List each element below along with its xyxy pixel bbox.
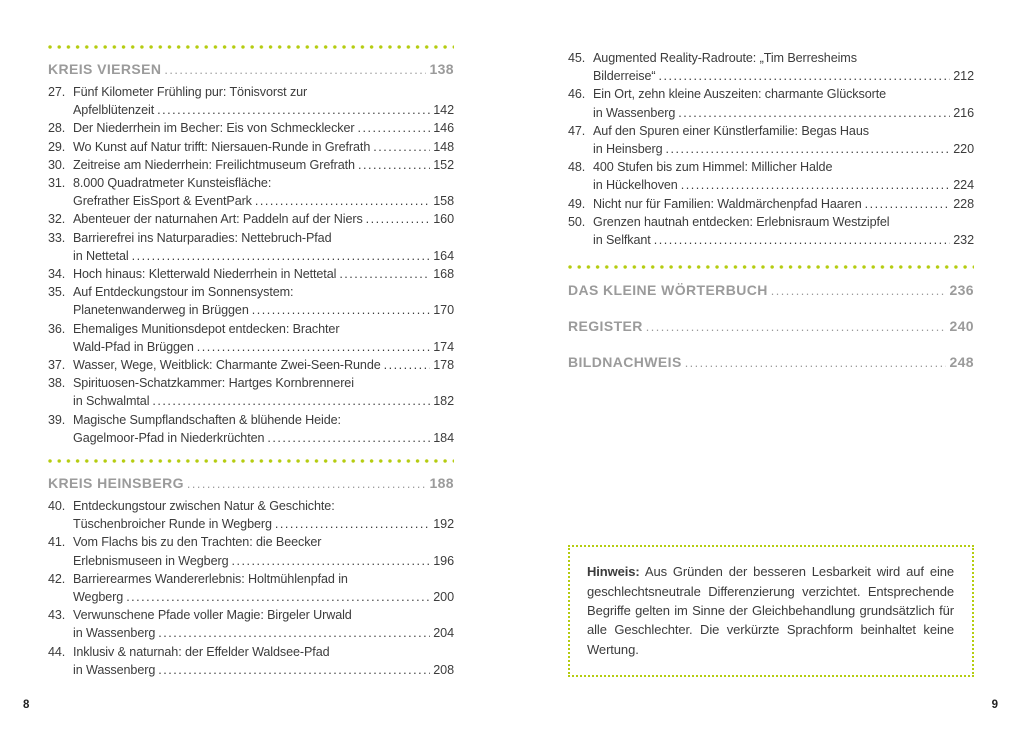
toc-entry-line1 (593, 49, 974, 67)
toc-entry-body (73, 643, 454, 679)
toc-entry-title: Barrierefrei ins Naturparadies: Nettebruch-Pfad (73, 230, 332, 245)
toc-entry-title-cont: in Heinsberg (593, 142, 663, 157)
toc-entry (48, 411, 454, 447)
toc-entry-number: 44. (48, 644, 66, 659)
toc-entry-line1 (73, 643, 454, 661)
toc-entry-line1 (73, 210, 454, 228)
toc-entry-title: Augmented Reality-Radroute: „Tim Berresheims (593, 51, 857, 65)
toc-entry (48, 606, 454, 642)
dot-leader (164, 60, 426, 80)
entry-page-number: 152 (433, 157, 454, 172)
toc-entry-number: 32. (48, 212, 66, 227)
back-matter-block (568, 265, 974, 373)
toc-entry (568, 195, 974, 213)
toc-entry-line2 (593, 140, 974, 158)
dot-leader (187, 474, 427, 494)
page-number-left: 8 (23, 699, 30, 711)
toc-entry (568, 85, 974, 121)
dot-leader (357, 119, 430, 137)
toc-entry-body (73, 374, 454, 410)
toc-entry-title-cont: in Wassenberg (73, 626, 156, 641)
toc-entry-number: 31. (48, 176, 66, 191)
dot-leader (685, 353, 947, 373)
section-heading: DAS KLEINE WÖRTERBUCH (568, 282, 768, 299)
toc-entry-line1 (593, 195, 974, 213)
toc-entry-body (73, 210, 454, 228)
toc-entry-number: 40. (48, 499, 66, 514)
entry-page-number: 208 (433, 662, 454, 677)
dot-leader (771, 281, 947, 301)
dot-leader (126, 588, 430, 606)
entry-page-number: 174 (433, 339, 454, 354)
back-matter-heading-row (568, 317, 974, 337)
section-page-number: 138 (429, 61, 454, 77)
dot-leader (158, 624, 430, 642)
toc-entry-number: 50. (568, 214, 586, 229)
section-page-number: 248 (949, 354, 974, 371)
toc-entry-line1 (73, 411, 454, 429)
entry-page-number: 178 (433, 358, 454, 373)
entry-page-number: 212 (953, 69, 974, 84)
toc-entry-title: Wo Kunst auf Natur trifft: Niersauen-Runde in Grefrath (73, 139, 371, 154)
toc-entry-title-cont: in Wassenberg (73, 662, 156, 677)
toc-entry-line2 (593, 104, 974, 122)
toc-entry-line2 (73, 588, 454, 606)
toc-entry-number: 27. (48, 85, 66, 99)
toc-entry-body (73, 119, 454, 137)
page-number-right: 9 (991, 699, 998, 711)
toc-entry-line2 (73, 301, 454, 319)
toc-entry-number: 29. (48, 139, 66, 154)
dot-leader (152, 392, 430, 410)
toc-entry-number: 38. (48, 376, 66, 391)
toc-entry-title: Magische Sumpflandschaften & blühende Heide: (73, 412, 341, 427)
toc-entry-number: 41. (48, 535, 66, 550)
toc-entry (568, 213, 974, 249)
dot-leader (373, 138, 430, 156)
toc-entry-line2 (73, 661, 454, 679)
toc-entry-line1 (73, 570, 454, 588)
toc-entry (48, 229, 454, 265)
toc-entry-title-cont: Grefrather EisSport & EventPark (73, 194, 252, 209)
section-page-number: 188 (429, 475, 454, 492)
toc-entry-title: Nicht nur für Familien: Waldmärchenpfad Haaren (593, 196, 862, 211)
back-matter-heading-row (568, 281, 974, 301)
toc-entry (48, 533, 454, 569)
toc-entry-line1 (73, 320, 454, 338)
toc-entry-number: 48. (568, 160, 586, 175)
toc-entry-body (73, 138, 454, 156)
entry-page-number: 158 (433, 194, 454, 209)
toc-entry-title: Der Niederrhein im Becher: Eis von Schmecklecker (73, 121, 355, 136)
entry-page-number: 220 (953, 142, 974, 157)
toc-entry-line1 (73, 606, 454, 624)
toc-entry-line2 (73, 624, 454, 642)
toc-entry-body (73, 229, 454, 265)
toc-entry-title: Inklusiv & naturnah: der Effelder Waldsee-Pfad (73, 644, 330, 659)
toc-entry-title-cont: in Nettetal (73, 248, 129, 263)
entry-page-number: 224 (953, 178, 974, 193)
toc-entry-body (73, 156, 454, 174)
section-heading: KREIS VIERSEN (48, 61, 162, 77)
toc-entry (48, 283, 454, 319)
toc-entry-body (593, 195, 974, 213)
toc-entry-number: 49. (568, 196, 586, 211)
entry-page-number: 170 (433, 303, 454, 318)
entry-page-number: 200 (433, 590, 454, 605)
toc-entry-title: Entdeckungstour zwischen Natur & Geschichte: (73, 499, 335, 514)
toc-entry-line1 (73, 138, 454, 156)
toc-entry-title: Auf Entdeckungstour im Sonnensystem: (73, 285, 294, 300)
entry-page-number: 216 (953, 105, 974, 120)
toc-entry-title-cont: Planetenwanderweg in Brüggen (73, 303, 249, 318)
entry-page-number: 232 (953, 233, 974, 248)
toc-entry-line2 (73, 247, 454, 265)
toc-entry (48, 374, 454, 410)
toc-entry-body (593, 122, 974, 158)
toc-entry-title: Spirituosen-Schatzkammer: Hartges Kornbrennerei (73, 376, 354, 391)
toc-entry-title-cont: Tüschenbroicher Runde in Wegberg (73, 517, 272, 532)
dot-leader (275, 515, 430, 533)
toc-entry-line2 (73, 192, 454, 210)
section-heading: BILDNACHWEIS (568, 354, 682, 371)
toc-entry-line1 (593, 158, 974, 176)
toc-entry (48, 210, 454, 228)
section-heading: REGISTER (568, 318, 643, 335)
section-page-number: 240 (949, 318, 974, 335)
hinweis-text (587, 562, 954, 659)
toc-entry-title-cont: in Selfkant (593, 233, 651, 248)
toc-entry-body (593, 158, 974, 194)
dot-leader (132, 247, 431, 265)
toc-entry (48, 119, 454, 137)
toc-entry-title: Ehemaliges Munitionsdepot entdecken: Brachter (73, 321, 340, 336)
entry-page-number: 160 (433, 212, 454, 227)
toc-entry-body (73, 570, 454, 606)
toc-entry-line1 (593, 122, 974, 140)
entry-page-number: 164 (433, 248, 454, 263)
toc-entry-line2 (593, 231, 974, 249)
toc-entry-title-cont: Wegberg (73, 590, 124, 605)
toc-entry-body (593, 49, 974, 85)
toc-entry-line1 (73, 174, 454, 192)
toc-entry (568, 158, 974, 194)
toc-entry (48, 174, 454, 210)
toc-entry-title: Barrierearmes Wandererlebnis: Holtmühlenpfad in (73, 571, 348, 586)
toc-entry (48, 497, 454, 533)
section-heading-row (48, 474, 454, 494)
entry-page-number: 204 (433, 626, 454, 641)
dotted-separator (568, 265, 974, 269)
dot-leader (646, 317, 947, 337)
toc-entry-body (73, 411, 454, 447)
section-heading-row (48, 60, 454, 80)
toc-entry (48, 320, 454, 356)
toc-entries (48, 83, 454, 447)
toc-entry-body (73, 83, 454, 119)
toc-entry-line2 (73, 101, 454, 119)
dotted-separator (48, 45, 454, 49)
toc-entry-title: Abenteuer der naturnahen Art: Paddeln auf der Niers (73, 212, 363, 227)
toc-entry-number: 42. (48, 571, 66, 586)
entry-page-number: 192 (433, 517, 454, 532)
dot-leader (252, 301, 431, 319)
toc-entry-line2 (593, 176, 974, 194)
toc-entry-line1 (73, 533, 454, 551)
toc-entry-title-cont: in Hückelhoven (593, 178, 678, 193)
toc-entry (568, 122, 974, 158)
toc-entry-title: 400 Stufen bis zum Himmel: Millicher Halde (593, 160, 833, 175)
toc-entry-line1 (73, 83, 454, 101)
dot-leader (366, 210, 431, 228)
toc-entry-line2 (73, 429, 454, 447)
toc-entry-line1 (593, 85, 974, 103)
dot-leader (231, 552, 430, 570)
entry-page-number: 182 (433, 394, 454, 409)
entry-page-number: 146 (433, 121, 454, 136)
dot-leader (681, 176, 951, 194)
toc-entry-body (73, 356, 454, 374)
dot-leader (267, 429, 430, 447)
toc-entry-line2 (73, 338, 454, 356)
dot-leader (339, 265, 430, 283)
toc-entry-title: Grenzen hautnah entdecken: Erlebnisraum Westzipfel (593, 214, 890, 229)
toc-entry-body (593, 213, 974, 249)
hinweis-box (568, 545, 974, 677)
toc-entry-number: 39. (48, 412, 66, 427)
dot-leader (197, 338, 431, 356)
toc-entry-number: 36. (48, 321, 66, 336)
toc-entry (48, 570, 454, 606)
dot-leader (255, 192, 430, 210)
dot-leader (158, 661, 430, 679)
entry-page-number: 148 (433, 139, 454, 154)
dot-leader (865, 195, 951, 213)
entry-page-number: 228 (953, 196, 974, 211)
dotted-separator (48, 459, 454, 463)
toc-entry-number: 45. (568, 51, 586, 65)
dot-leader (678, 104, 950, 122)
toc-entry-number: 35. (48, 285, 66, 300)
toc-entry-title: Auf den Spuren einer Künstlerfamilie: Begas Haus (593, 123, 869, 138)
toc-entry-line2 (73, 392, 454, 410)
toc-entry-title-cont: in Schwalmtal (73, 394, 150, 409)
toc-entry-title-cont: Gagelmoor-Pfad in Niederkrüchten (73, 430, 265, 445)
section-page-number: 236 (949, 282, 974, 299)
dot-leader (666, 140, 951, 158)
dot-leader (358, 156, 430, 174)
entry-page-number: 168 (433, 267, 454, 282)
toc-entry-line1 (73, 265, 454, 283)
toc-entry-number: 46. (568, 87, 586, 102)
toc-entry-line1 (593, 213, 974, 231)
toc-entry-body (73, 174, 454, 210)
toc-entry-title-cont: Wald-Pfad in Brüggen (73, 339, 194, 354)
toc-entry-line1 (73, 497, 454, 515)
toc-entry (48, 156, 454, 174)
toc-entry-title: Verwunschene Pfade voller Magie: Birgeler Urwald (73, 608, 352, 623)
toc-entry-number: 33. (48, 230, 66, 245)
toc-entry-title-cont: in Wassenberg (593, 105, 676, 120)
toc-entry-line1 (73, 156, 454, 174)
toc-entry-body (593, 85, 974, 121)
hinweis-body: Aus Gründen der besseren Lesbarkeit wird auf eine geschlechtsneutrale Differenzierung verzichtet. Entsprechende Begriffe gelten im Sinne der Gleichbehandlung grundsätzlich für alle Geschlechter. Die verkürzte Sprachform beinhaltet keine Wertung. (587, 564, 954, 657)
toc-entry-title: Vom Flachs bis zu den Trachten: die Beecker (73, 535, 322, 550)
toc-entries-right (568, 49, 974, 249)
toc-entry-title: Wasser, Wege, Weitblick: Charmante Zwei-Seen-Runde (73, 358, 381, 373)
toc-entries (48, 497, 454, 679)
toc-entry-line1 (73, 374, 454, 392)
back-matter-heading-row (568, 353, 974, 373)
toc-entry-title: Ein Ort, zehn kleine Auszeiten: charmante Glücksorte (593, 87, 886, 102)
toc-entry-line2 (593, 67, 974, 85)
entry-page-number: 142 (433, 103, 454, 118)
toc-entry-body (73, 283, 454, 319)
toc-entry-number: 30. (48, 157, 66, 172)
toc-entry-body (73, 606, 454, 642)
hinweis-label: Hinweis: (587, 564, 640, 580)
toc-entry-line1 (73, 356, 454, 374)
entry-page-number: 196 (433, 553, 454, 568)
toc-entry-number: 47. (568, 123, 586, 138)
entry-page-number: 184 (433, 430, 454, 445)
toc-entry-line2 (73, 515, 454, 533)
toc-page-left (48, 40, 454, 679)
toc-entry-number: 34. (48, 267, 66, 282)
toc-entry-body (73, 497, 454, 533)
toc-entry-line1 (73, 119, 454, 137)
toc-entry-title: Fünf Kilometer Frühling pur: Tönisvorst zur (73, 85, 308, 99)
toc-entry-line1 (73, 229, 454, 247)
toc-entry-line2 (73, 552, 454, 570)
toc-entry (48, 265, 454, 283)
toc-entry (568, 49, 974, 85)
toc-entry-number: 28. (48, 121, 66, 136)
dot-leader (157, 101, 430, 119)
toc-entry (48, 138, 454, 156)
dot-leader (659, 67, 951, 85)
toc-entry-title: Zeitreise am Niederrhein: Freilichtmuseum Grefrath (73, 157, 355, 172)
toc-entry-title-cont: Apfelblütenzeit (73, 103, 155, 118)
toc-entry-body (73, 533, 454, 569)
toc-entry (48, 643, 454, 679)
toc-entry-body (73, 320, 454, 356)
dot-leader (384, 356, 431, 374)
toc-page-right (568, 46, 974, 677)
toc-entry (48, 83, 454, 119)
toc-entry (48, 356, 454, 374)
toc-entry-title: 8.000 Quadratmeter Kunsteisfläche: (73, 176, 272, 191)
toc-entry-title-cont: Erlebnismuseen in Wegberg (73, 553, 229, 568)
toc-entry-number: 43. (48, 608, 66, 623)
toc-entry-body (73, 265, 454, 283)
toc-entry-title: Hoch hinaus: Kletterwald Niederrhein in Nettetal (73, 267, 337, 282)
toc-entry-number: 37. (48, 358, 66, 373)
toc-entry-line1 (73, 283, 454, 301)
dot-leader (654, 231, 951, 249)
toc-entry-title-cont: Bilderreise“ (593, 69, 656, 84)
section-heading: KREIS HEINSBERG (48, 475, 184, 492)
